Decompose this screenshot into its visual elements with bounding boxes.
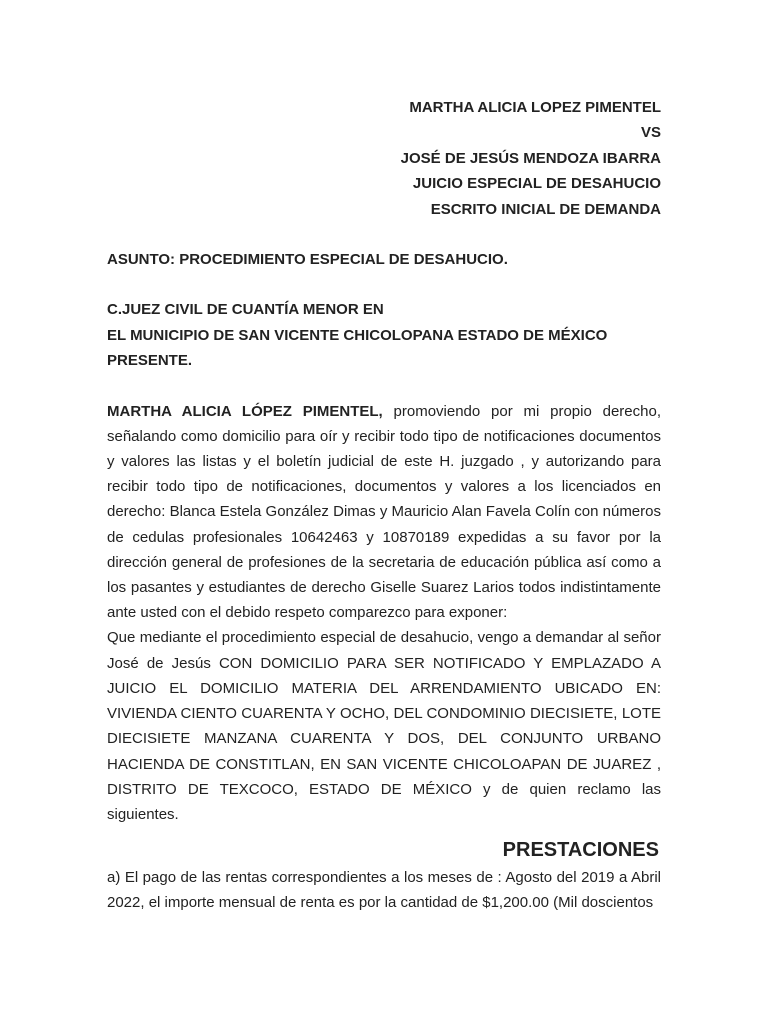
addressee-line-3: PRESENTE.: [107, 352, 193, 370]
caption-versus: VS: [640, 124, 661, 142]
claim-paragraph: Que mediante el procedimiento especial de desahucio, vengo a demandar al señor José de Jesús CON DOMICILIO PARA SER NOTIFICADO Y EMPLAZADO A JUICIO EL DOMICILIO MATERIA DEL ARRENDAMIENTO UBICADO EN: VIVIENDA CIENTO CUARENTA Y OCHO, DEL CONDOMINIO DIECISIETE, LOTE DIECISIETE MANZANA CUARENTA Y DOS, DEL CONJUNTO URBANO HACIENDA DE CONSTITLAN, EN SAN VICENTE CHICOLOAPAN DE JUAREZ , DISTRITO DE TEXCOCO, ESTADO DE MÉXICO y de quien reclamo las siguientes.: [107, 629, 661, 823]
plaintiff-name: MARTHA ALICIA LÓPEZ PIMENTEL,: [107, 402, 383, 420]
document-body: [107, 399, 661, 827]
prestaciones-heading: PRESTACIONES: [502, 839, 659, 862]
document-page: [107, 95, 661, 916]
caption-document-type: ESCRITO INICIAL DE DEMANDA: [430, 200, 661, 218]
addressee-line-2: EL MUNICIPIO DE SAN VICENTE CHICOLOPANA ESTADO DE MÉXICO: [107, 326, 608, 344]
caption-plaintiff: MARTHA ALICIA LOPEZ PIMENTEL: [409, 99, 661, 116]
prestaciones-body: [107, 865, 661, 915]
case-caption: [107, 95, 661, 222]
addressee-line-1: C.JUEZ CIVIL DE CUANTÍA MENOR EN: [107, 301, 384, 319]
subject-line: ASUNTO: PROCEDIMIENTO ESPECIAL DE DESAHUCIO.: [107, 251, 508, 269]
caption-defendant: JOSÉ DE JESÚS MENDOZA IBARRA: [400, 149, 661, 167]
addressee-block: [107, 297, 661, 373]
prestacion-item-a: a) El pago de las rentas correspondientes a los meses de : Agosto del 2019 a Abril 2022, el importe mensual de renta es por la cantidad de $1,200.00 (Mil doscientos: [107, 869, 661, 912]
caption-trial-type: JUICIO ESPECIAL DE DESAHUCIO: [412, 175, 661, 193]
intro-text: promoviendo por mi propio derecho, señalando como domicilio para oír y recibir todo tipo de notificaciones documentos y valores las listas y el boletín judicial de este H. juzgado , y autorizando para recibir todo tipo de notificaciones, documentos y valores a los licenciados en derecho: Blanca Estela González Dimas y Mauricio Alan Favela Colín con números de cedulas profesionales 10642463 y 10870189 expedidas a su favor por la dirección general de profesiones de la secretaria de educación pública así como a los pasantes y estudiantes de derecho Giselle Suarez Larios todos indistintamente ante usted con el debido respeto comparezco para exponer:: [107, 402, 661, 622]
intro-paragraph: [107, 399, 661, 626]
